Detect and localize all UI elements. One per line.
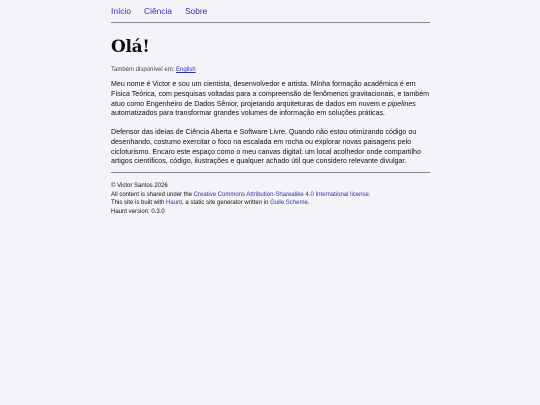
copyright-text: © Victor Santos 2026 — [111, 183, 168, 189]
language-notice — [111, 67, 430, 73]
intro-text-start: Meu nome é Victor e sou um cientista, desenvolvedor e artista. Minha formação acadêmica é em Física Teórica, com pesquisas voltadas para a compreensão de fenômenos gravitacionais, e também atuo como Engenheiro de Dados Sênior, projetando arquiteturas de dados em nuvem e — [111, 80, 430, 108]
built-with-line — [111, 199, 430, 208]
top-nav — [111, 4, 430, 18]
nav-link-inicio[interactable]: Início — [111, 6, 132, 16]
intro-text-end: automatizados para transformar grandes volumes de informação em soluções práticas. — [111, 109, 386, 118]
license-link[interactable]: Creative Commons Attribution-Sharealike 4.0 International license. — [193, 191, 371, 198]
header-divider — [111, 22, 430, 23]
english-link[interactable]: English — [176, 67, 196, 73]
nav-link-ciencia[interactable]: Ciência — [144, 6, 172, 16]
page-content — [111, 0, 430, 217]
language-prefix: Também disponível em: — [111, 67, 177, 73]
page-title: Olá! — [111, 37, 150, 57]
nav-link-sobre[interactable]: Sobre — [184, 6, 208, 16]
intro-paragraph — [111, 80, 430, 119]
about-paragraph: Defensor das ideias de Ciência Aberta e Software Livre. Quando não estou otimizando código ou desenhando, costumo exercitar o foco na escalada em rocha ou explorar novas paisagens pelo cicloturismo. Encaro este espaço como o meu canvas digital: um local acolhedor onde compartilho artigos científicos, código, ilustrações e qualquer achado útil que considero relevante divulgar. — [111, 128, 421, 166]
built-prefix: This site is built with — [111, 200, 167, 207]
intro-emphasis: pipelines — [387, 99, 416, 108]
haunt-link[interactable]: Haunt — [166, 200, 183, 207]
footer-divider — [111, 172, 430, 173]
built-suffix: . — [307, 200, 310, 207]
license-line — [111, 191, 430, 200]
license-prefix: All content is shared under the — [111, 191, 194, 198]
haunt-version: Haunt version: 0.3.0 — [111, 209, 165, 216]
site-footer — [111, 182, 430, 217]
built-middle: , a static site generator written in — [182, 200, 271, 207]
guile-scheme-link[interactable]: Guile Scheme — [270, 200, 308, 207]
